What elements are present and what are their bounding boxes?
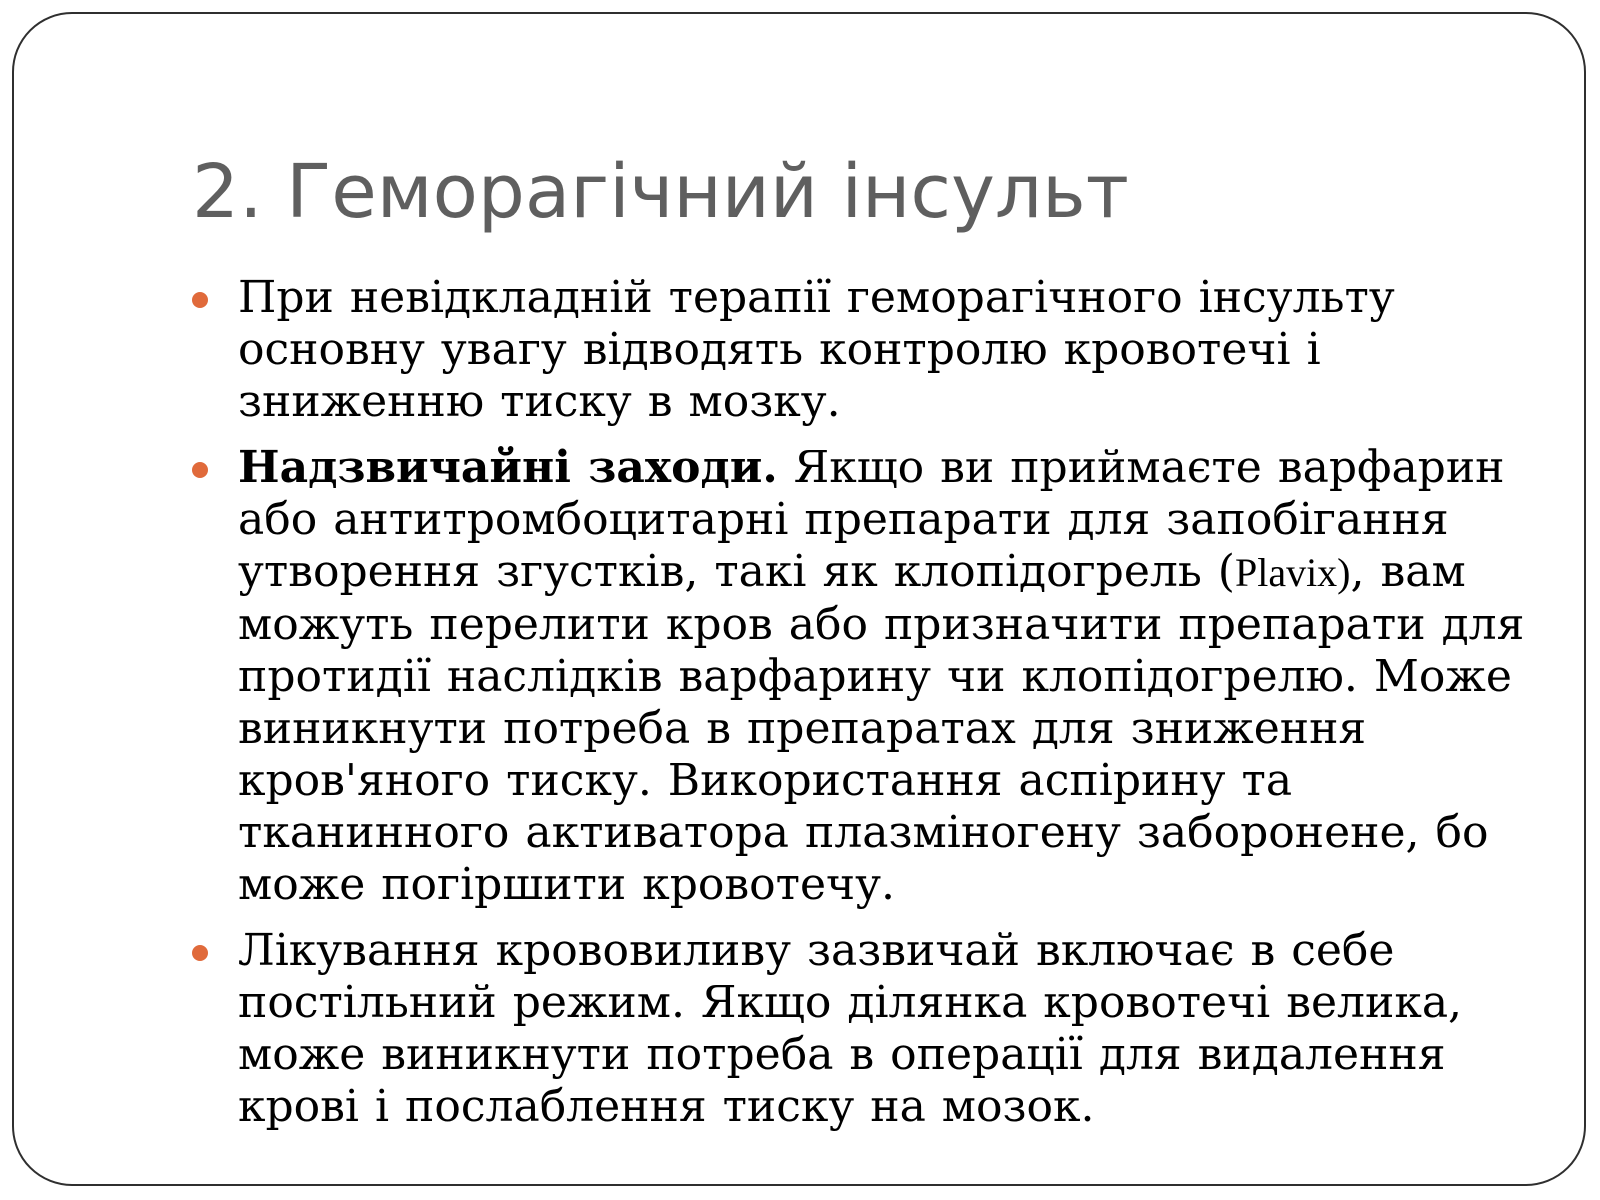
bullet-item-2 (192, 442, 1532, 911)
bullet-text-3: Лікування крововиливу зазвичай включає в себе постільний режим. Якщо ділянка кровотечі велика, може виникнути потреба в операції для видалення крові і послаблення тиску на мозок. (238, 925, 1463, 1132)
drug-brand-name: Plavix) (1234, 550, 1351, 595)
bullet-lead-emergency: Надзвичайні заходи. (238, 442, 778, 493)
bullet-text-2-after: , вам можуть перелити кров або призначити препарати для протидії наслідків варфарину чи клопідогрелю. Може виникнути потреба в препаратах для зниження кров'яного тиску. Використання аспірину та тканинного активатора плазміногену заборонене, бо може погіршити кровотечу. (238, 546, 1525, 910)
bullet-dot-icon (192, 945, 208, 961)
bullet-text-2 (238, 442, 1532, 911)
bullet-item-1 (192, 272, 1532, 428)
slide-frame (12, 12, 1586, 1186)
bullet-text-2-before: Якщо ви приймаєте варфарин або антитромбоцитарні препарати для запобігання утворення згустків, такі як клопідогрель ( (238, 442, 1505, 597)
bullet-dot-icon (192, 462, 208, 478)
slide-title: 2. Геморагічний інсульт (192, 149, 1129, 235)
bullet-dot-icon (192, 292, 208, 308)
bullet-item-3 (192, 925, 1532, 1133)
bullet-list (192, 272, 1532, 1147)
bullet-text-1: При невідкладній терапії геморагічного інсульту основну увагу відводять контролю кровотечі і зниженню тиску в мозку. (238, 272, 1395, 427)
